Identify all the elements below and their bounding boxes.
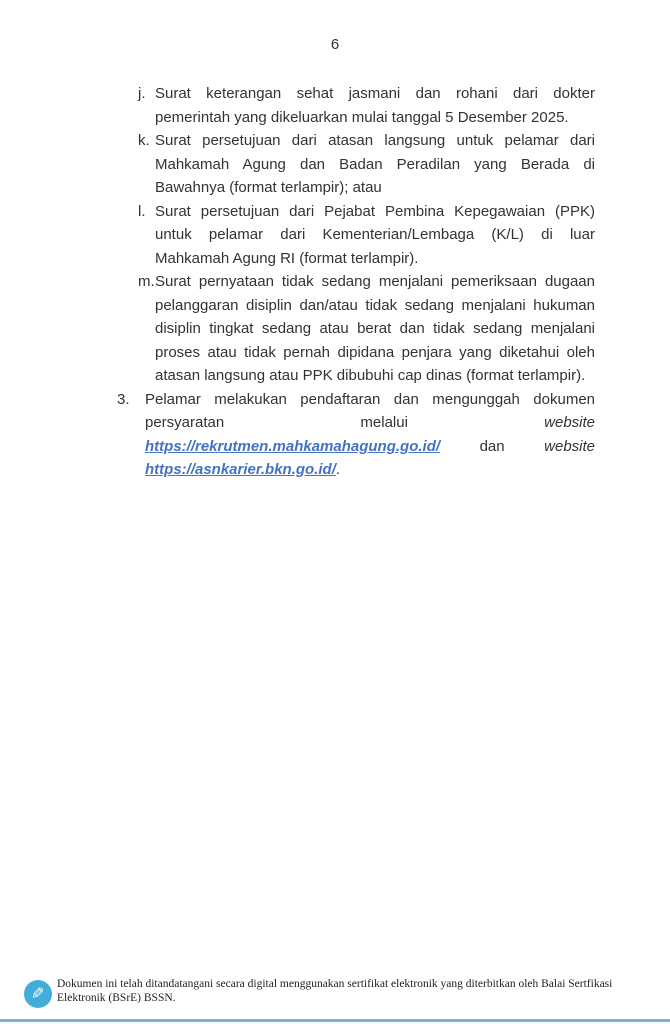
asnkarier-bkn-link[interactable]: https://asnkarier.bkn.go.id/ xyxy=(145,461,336,478)
item3-website-word: website xyxy=(544,414,595,431)
list-marker: 3. xyxy=(117,390,130,408)
list-marker: k. xyxy=(138,132,150,149)
list-item-text: Surat persetujuan dari atasan langsung untuk pelamar dari Mahkamah Agung dan Badan Peradilan yang Berada di Bawahnya (format terlampir); atau xyxy=(155,132,595,196)
list-item-text: Surat pernyataan tidak sedang menjalani pemeriksaan dugaan pelanggaran disiplin dan/atau tidak sedang menjalani hukuman disiplin tingkat sedang atau berat dan tidak sedang menjalani proses atau tidak pernah dipidana penjara yang diketahui oleh atasan langsung atau PPK dibubuhi cap dinas (format terlampir). xyxy=(155,273,595,384)
pen-icon: ✎ xyxy=(31,984,45,1003)
bsre-signature-icon xyxy=(24,980,52,1008)
digital-signature-note: Dokumen ini telah ditandatangani secara digital menggunakan sertifikat elektronik yang diterbitkan oleh Balai Sertfikasi Elektronik (BSrE) BSSN. xyxy=(57,978,613,1004)
list-item-j xyxy=(138,82,595,129)
footer-rule xyxy=(0,1019,670,1022)
list-item-l xyxy=(138,200,595,271)
document-body xyxy=(117,82,595,482)
page-number: 6 xyxy=(330,36,340,53)
item3-sentence-end: . xyxy=(335,461,341,478)
list-item-text xyxy=(145,388,595,482)
list-item-text: Surat persetujuan dari Pejabat Pembina Kepegawaian (PPK) untuk pelamar dari Kementerian/Lembaga (K/L) di luar Mahkamah Agung RI (format terlampir). xyxy=(155,202,595,267)
list-marker: l. xyxy=(138,202,146,220)
digital-signature-footer xyxy=(24,978,650,1008)
rekrutmen-mahkamahagung-link[interactable]: https://rekrutmen.mahkamahagung.go.id/ xyxy=(145,437,441,455)
list-item-m xyxy=(138,270,595,388)
list-marker: m. xyxy=(138,273,155,290)
list-marker: j. xyxy=(138,85,146,102)
item3-website-word: website xyxy=(544,437,595,455)
list-item-text: Surat keterangan sehat jasmani dan rohani dari dokter pemerintah yang dikeluarkan mulai tanggal 5 Desember 2025. xyxy=(155,85,595,126)
item3-text-start: Pelamar melakukan pendaftaran dan mengunggah dokumen persyaratan melalui xyxy=(145,390,595,431)
list-item-3 xyxy=(117,388,595,482)
item3-conjunction: dan xyxy=(479,437,505,455)
list-item-k xyxy=(138,129,595,200)
